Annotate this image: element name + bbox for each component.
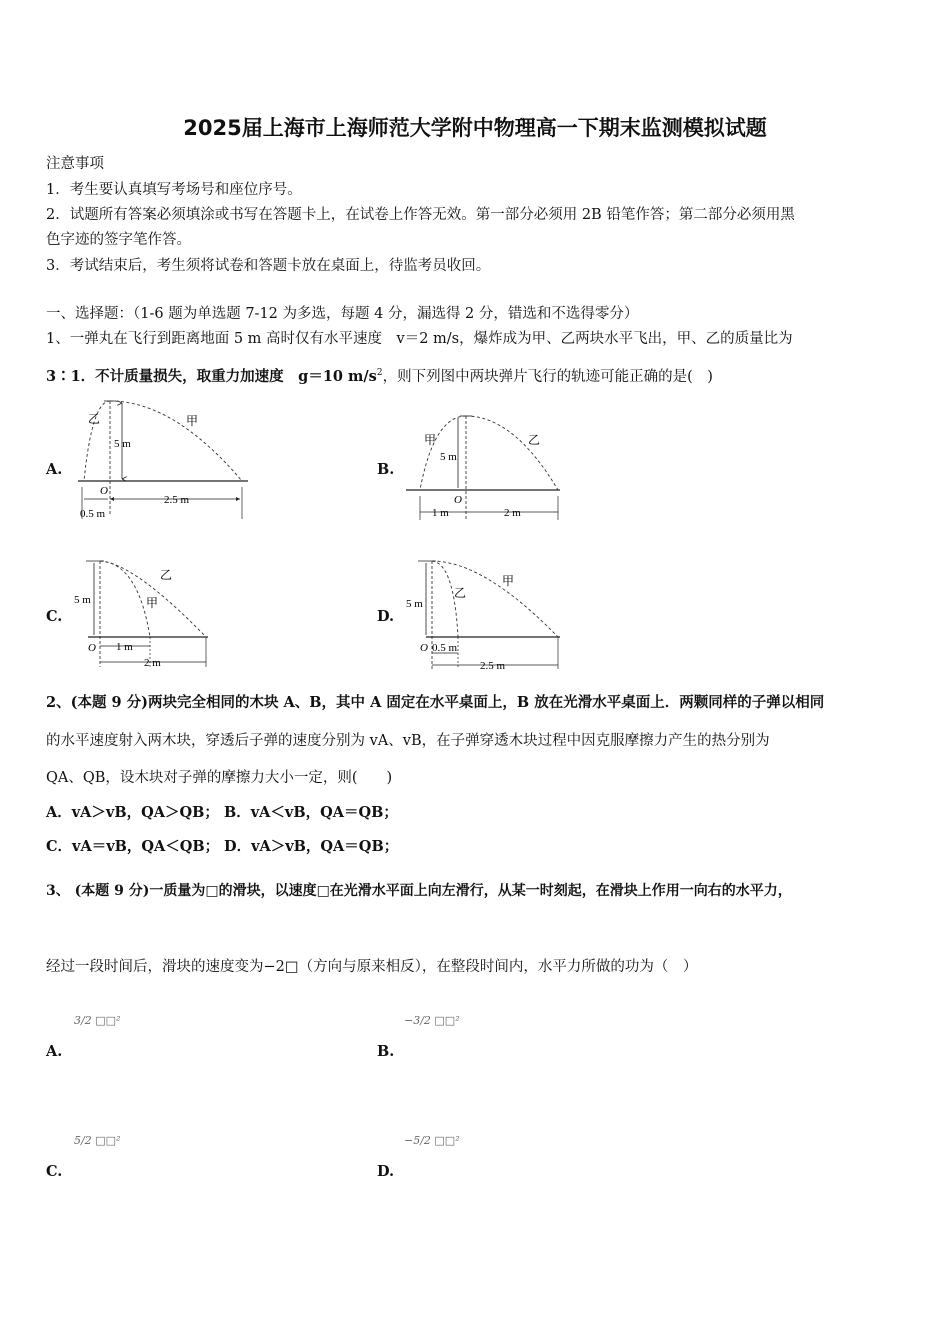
fig-d-d2: 2.5 m — [480, 660, 506, 672]
fig-d-d1: 0.5 m — [432, 642, 458, 654]
fig-a-d2: 2.5 m — [164, 494, 190, 506]
section-heading: 一、选择题：（1-6 题为单选题 7-12 为多选，每题 4 分，漏选得 2 分，错选和不选得零分） — [46, 306, 639, 322]
q1-figure-c — [74, 555, 214, 670]
q2-option-d[interactable]: D．vA＞vB，QA＝QB； — [224, 838, 399, 855]
q2-stem-line2: 的水平速度射入两木块，穿透后子弹的速度分别为 vA、vB，在子弹穿透木块过程中因克服摩擦力产生的热分别为 — [46, 733, 770, 749]
q3-stem-line2: 经过一段时间后，滑块的速度变为−2□（方向与原来相反），在整段时间内，水平力所做的功为（ ） — [46, 959, 698, 975]
fig-b-d1: 1 m — [432, 507, 449, 519]
fig-c-inner: 甲 — [146, 596, 159, 610]
q3-option-c-label[interactable]: C. — [46, 1163, 63, 1180]
fig-d-outer: 甲 — [502, 574, 515, 588]
fig-b-label-left: 甲 — [424, 433, 437, 447]
fig-a-d1: 0.5 m — [80, 508, 106, 520]
fig-a-origin: O — [100, 485, 108, 497]
q2-option-a[interactable]: A．vA＞vB，QA＞QB； — [46, 804, 219, 821]
fig-c-d1: 1 m — [116, 641, 133, 653]
notice-item-1: 1．考生要认真填写考场号和座位序号。 — [46, 182, 302, 198]
fig-d-height: 5 m — [406, 598, 423, 610]
q1-stem-line1: 1、一弹丸在飞行到距离地面 5 m 高时仅有水平速度 v＝2 m/s，爆炸成为甲、乙两块水平飞出，甲、乙的质量比为 — [46, 331, 793, 347]
q3-option-d-formula: −5/2 □□² — [404, 1134, 460, 1147]
q3-option-b-label[interactable]: B. — [377, 1043, 395, 1060]
fig-d-inner: 乙 — [454, 586, 467, 600]
fig-a-label-right: 甲 — [186, 414, 199, 428]
q1-option-d-label[interactable]: D. — [377, 608, 395, 625]
fig-c-outer: 乙 — [160, 568, 173, 582]
q3-option-d-label[interactable]: D. — [377, 1163, 395, 1180]
q2-option-b[interactable]: B．vA＜vB，QA＝QB； — [224, 804, 398, 821]
fig-c-d2: 2 m — [144, 657, 161, 669]
fig-d-origin: O — [420, 642, 428, 654]
fig-c-origin: O — [88, 642, 96, 654]
q1-figure-b — [404, 410, 564, 522]
fig-b-label-right: 乙 — [528, 433, 541, 447]
q3-option-b-formula: −3/2 □□² — [404, 1014, 460, 1027]
fig-b-origin: O — [454, 494, 462, 506]
fig-c-height: 5 m — [74, 594, 91, 606]
fig-a-height: 5 m — [114, 438, 131, 450]
q2-stem-line3: QA、QB，设木块对子弹的摩擦力大小一定，则( ) — [46, 770, 393, 786]
notice-item-2: 2．试题所有答案必须填涂或书写在答题卡上，在试卷上作答无效。第一部分必须用 2B 铅笔作答；第二部分必须用黑 — [46, 207, 795, 223]
q1-figure-a — [74, 395, 254, 525]
q1-option-a-label[interactable]: A. — [46, 461, 63, 478]
q1-option-c-label[interactable]: C. — [46, 608, 63, 625]
q2-stem-line1: 2、(本题 9 分)两块完全相同的木块 A、B，其中 A 固定在水平桌面上，B 放在光滑水平桌面上．两颗同样的子弹以相同 — [46, 694, 825, 711]
q1-option-b-label[interactable]: B. — [377, 461, 395, 478]
fig-a-label-left: 乙 — [88, 412, 101, 426]
notice-item-3: 3．考试结束后，考生须将试卷和答题卡放在桌面上，待监考员收回。 — [46, 258, 491, 274]
q3-option-c-formula: 5/2 □□² — [74, 1134, 121, 1147]
fig-b-d2: 2 m — [504, 507, 521, 519]
notice-item-2-cont: 色字迹的签字笔作答。 — [46, 232, 191, 248]
q1-stem-line2: 3∶1．不计质量损失，取重力加速度 g＝10 $m/s^2$，则下列图中两块弹片飞行的轨迹可能正确的是( ) — [46, 368, 713, 385]
page-title: 2025届上海市上海师范大学附中物理高一下期末监测模拟试题 — [183, 116, 767, 140]
q3-stem-line1: 3、 (本题 9 分)一质量为□的滑块，以速度□在光滑水平面上向左滑行，从某一时刻起，在滑块上作用一向右的水平力， — [46, 883, 792, 899]
q3-option-a-formula: 3/2 □□² — [74, 1014, 121, 1027]
q2-option-c[interactable]: C．vA＝vB，QA＜QB； — [46, 838, 220, 855]
notice-heading: 注意事项 — [46, 156, 104, 172]
fig-b-height: 5 m — [440, 451, 457, 463]
q1-figure-d — [404, 555, 564, 673]
q3-option-a-label[interactable]: A. — [46, 1043, 63, 1060]
